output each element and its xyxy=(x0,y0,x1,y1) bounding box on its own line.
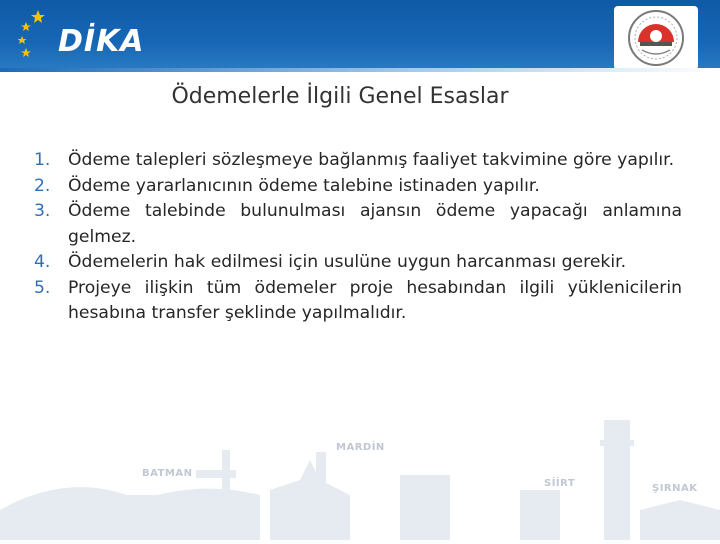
list-item xyxy=(30,148,682,174)
list-text: Projeye ilişkin tüm ödemeler proje hesabından ilgili yüklenicilerin hesabına transfer şeklinde yapılmalıdır. xyxy=(68,277,682,323)
seal-logo xyxy=(614,6,698,70)
city-label-mardin: MARDİN xyxy=(336,442,385,453)
logo-text: DİKA xyxy=(58,24,145,59)
header-bar xyxy=(0,0,720,72)
dika-logo xyxy=(18,8,145,64)
list-number: 5. xyxy=(34,277,51,298)
star-circle-icon xyxy=(18,8,58,64)
list-number: 1. xyxy=(34,150,51,170)
city-label-sirnak: ŞIRNAK xyxy=(652,483,698,494)
list-number: 4. xyxy=(34,252,51,272)
page-title: Ödemelerle İlgili Genel Esaslar xyxy=(171,84,509,109)
city-label-siirt: SİİRT xyxy=(544,478,576,489)
city-label-batman: BATMAN xyxy=(142,468,193,479)
list-item xyxy=(30,174,682,200)
list-text: Ödeme yararlanıcının ödeme talebine istinaden yapılır. xyxy=(68,175,540,196)
list-item xyxy=(30,276,682,327)
list-item xyxy=(30,199,682,250)
principles-list xyxy=(30,148,682,327)
list-number: 3. xyxy=(34,201,51,221)
list-text: Ödeme talebinde bulunulması ajansın ödeme yapacağı anlamına gelmez. xyxy=(68,201,682,247)
city-skyline xyxy=(0,400,720,540)
skyline-illustration xyxy=(0,400,720,540)
list-item xyxy=(30,250,682,276)
list-text: Ödeme talepleri sözleşmeye bağlanmış faaliyet takvimine göre yapılır. xyxy=(68,150,675,170)
list-text: Ödemelerin hak edilmesi için usulüne uygun harcanması gerekir. xyxy=(68,252,627,272)
list-number: 2. xyxy=(34,175,51,196)
